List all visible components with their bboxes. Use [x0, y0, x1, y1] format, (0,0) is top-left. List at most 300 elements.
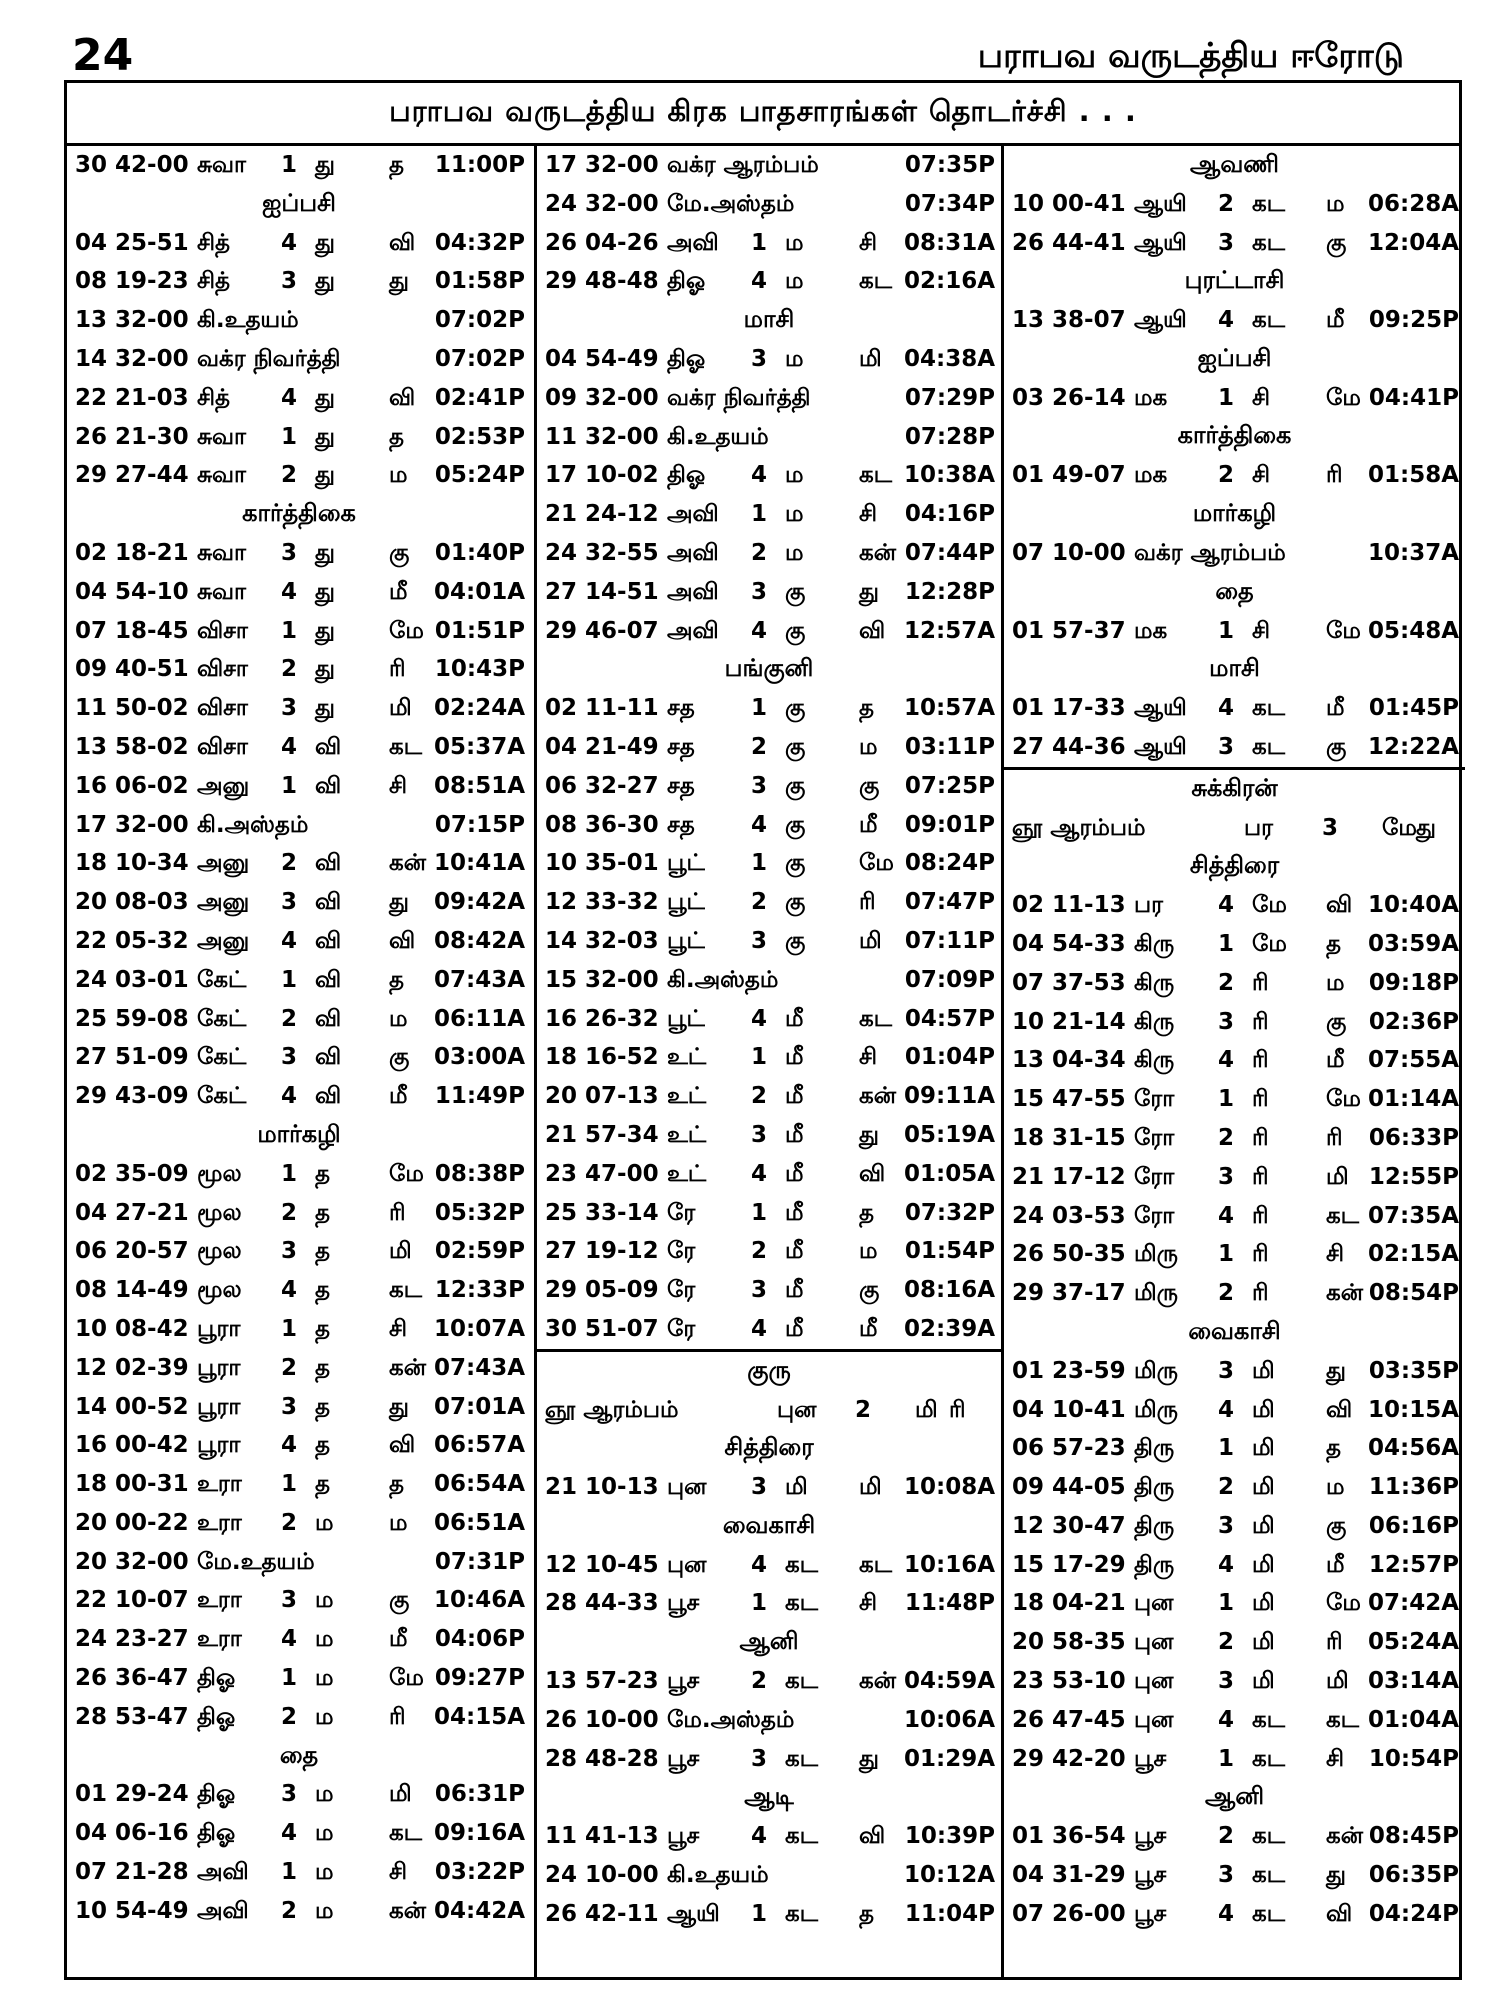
pada-cell: 1	[1218, 1590, 1235, 1617]
time-cell: 06:51A	[433, 1509, 525, 1536]
star-cell: மிரு	[1134, 1241, 1178, 1268]
date-cell: 21 17-12	[1012, 1163, 1126, 1190]
time-cell: 07:42A	[1367, 1590, 1459, 1617]
star-cell: விசா	[197, 617, 248, 644]
navamsa-cell: சி	[389, 1859, 408, 1886]
navamsa-cell: மீ	[859, 1315, 878, 1342]
table-row	[67, 1426, 531, 1465]
time-cell: 12:28P	[904, 578, 995, 605]
section-heading: சுக்கிரன்	[1191, 773, 1278, 802]
navamsa-cell: மி	[1326, 1163, 1349, 1190]
rasi-cell: ரி	[1252, 1124, 1269, 1151]
pada-cell: 2	[1218, 1823, 1235, 1850]
table-row	[537, 1546, 1001, 1585]
table-row	[67, 612, 531, 651]
star-cell: சுவா	[197, 578, 247, 605]
pada-cell: 3	[1218, 1008, 1235, 1035]
table-row	[1004, 1623, 1465, 1662]
time-cell: 01:05A	[903, 1160, 995, 1187]
table-row	[537, 146, 1001, 185]
navamsa-cell: கட	[389, 733, 423, 760]
star-cell: மக	[1134, 617, 1168, 644]
pada-cell: 3	[751, 345, 768, 372]
date-cell: 29 43-09	[75, 1083, 189, 1110]
table-row	[67, 883, 531, 922]
rasi-cell: கு	[785, 695, 806, 722]
time-cell: 05:19A	[903, 1121, 995, 1148]
rasi-cell: ம	[315, 1897, 334, 1924]
navamsa-cell: கட	[859, 268, 893, 295]
navamsa-cell: மே	[389, 1665, 424, 1692]
rasi-cell: மே	[1382, 814, 1417, 841]
date-cell: 07 37-53	[1012, 969, 1126, 996]
section-heading: வைகாசி	[722, 1510, 816, 1539]
date-cell: 28 53-47	[75, 1703, 189, 1730]
star-cell: கேட்	[197, 966, 247, 993]
navamsa-cell: ம	[859, 1238, 878, 1265]
star-cell: ரே	[667, 1315, 696, 1342]
pada-cell: 4	[1218, 1396, 1235, 1423]
navamsa-cell: ம	[1326, 1474, 1345, 1501]
star-cell: திஓ	[667, 268, 706, 295]
date-cell: 28 44-33	[545, 1590, 659, 1617]
rasi-cell: ம	[785, 501, 804, 528]
time-cell: 09:16A	[433, 1820, 525, 1847]
star-cell: பூச	[1134, 1862, 1167, 1889]
star-cell: கிரு	[1134, 969, 1175, 996]
table-row	[67, 456, 531, 495]
rasi-cell: கட	[1252, 695, 1286, 722]
time-cell: 05:24P	[434, 462, 525, 489]
pada-cell: 1	[1218, 1086, 1235, 1113]
table-row	[67, 1271, 531, 1310]
start-label: ஞூ ஆரம்பம்	[545, 1396, 679, 1423]
section-block	[67, 1116, 531, 1737]
navamsa-cell: கட	[389, 1820, 423, 1847]
date-cell: 27 51-09	[75, 1044, 189, 1071]
time-cell: 09:01P	[904, 811, 995, 838]
navamsa-cell: து	[1326, 1357, 1346, 1384]
table-row	[67, 1465, 531, 1504]
rasi-cell: மி	[1252, 1629, 1275, 1656]
table-row	[67, 1194, 531, 1233]
rasi-cell: து	[315, 384, 335, 411]
table-row	[1004, 1740, 1465, 1779]
table-row	[537, 1817, 1001, 1856]
date-cell: 01 57-37	[1012, 617, 1126, 644]
section-block	[67, 1737, 531, 1931]
time-cell: 02:59P	[434, 1238, 525, 1265]
navamsa-cell: த	[1326, 930, 1341, 957]
time-cell: 02:36P	[1368, 1008, 1459, 1035]
time-cell: 10:43P	[434, 656, 525, 683]
table-row	[1004, 1429, 1465, 1468]
table-row	[1004, 224, 1465, 263]
pada-cell: 2	[1218, 190, 1235, 217]
date-cell: 09 32-00	[545, 384, 659, 411]
time-cell: 10:46A	[433, 1587, 525, 1614]
date-cell: 18 16-52	[545, 1044, 659, 1071]
navamsa-cell: கன்	[389, 1897, 427, 1924]
pada-cell: 1	[751, 850, 768, 877]
navamsa-cell: கட	[1326, 1706, 1360, 1733]
section-block	[537, 1349, 1001, 1430]
table-row	[537, 1077, 1001, 1116]
pada-cell: 1	[1218, 1745, 1235, 1772]
banner-title: பராபவ வருடத்திய கிரக பாதசாரங்கள் தொடர்ச்சி . . .	[67, 83, 1459, 146]
table-row	[1004, 1507, 1465, 1546]
navamsa-cell: கு	[389, 539, 410, 566]
time-cell: 03:14A	[1367, 1668, 1459, 1695]
date-cell: 13 38-07	[1012, 307, 1126, 334]
table-row	[537, 1194, 1001, 1233]
navamsa-cell: மி	[389, 1238, 412, 1265]
date-cell: 24 03-53	[1012, 1202, 1126, 1229]
star-cell: திரு	[1134, 1474, 1175, 1501]
time-cell: 07:25P	[904, 772, 995, 799]
navamsa-cell: மீ	[1326, 1047, 1345, 1074]
time-cell: 11:04P	[904, 1900, 995, 1927]
rasi-cell: மி	[1252, 1435, 1275, 1462]
pada-cell: 3	[751, 1277, 768, 1304]
rasi-cell: மி	[1252, 1357, 1275, 1384]
time-cell: 01:14A	[1367, 1086, 1459, 1113]
navamsa-cell: த	[389, 966, 404, 993]
date-cell: 17 32-00	[545, 152, 659, 178]
rasi-cell: மீ	[785, 1121, 804, 1148]
date-cell: 15 32-00	[545, 966, 659, 993]
navamsa-cell: மீ	[1326, 695, 1345, 722]
navamsa-cell: ம	[1326, 190, 1345, 217]
section-heading: தை	[1215, 576, 1254, 605]
rasi-cell: கட	[1252, 307, 1286, 334]
pada-cell: 3	[751, 1121, 768, 1148]
pada-cell: 4	[1218, 307, 1235, 334]
table-row	[537, 922, 1001, 961]
time-cell: 10:16A	[903, 1551, 995, 1578]
rasi-cell: கட	[1252, 1823, 1286, 1850]
date-cell: 26 44-41	[1012, 229, 1126, 256]
pada-cell: 3	[751, 772, 768, 799]
table-row	[537, 340, 1001, 379]
rasi-cell: மீ	[785, 1315, 804, 1342]
table-row	[537, 806, 1001, 845]
time-cell: 07:09P	[904, 966, 995, 993]
navamsa-cell: சி	[859, 1044, 878, 1071]
star-cell: ஆயி	[1134, 229, 1187, 256]
star-cell: சித்	[197, 229, 230, 256]
navamsa-cell: ரி	[1326, 1124, 1343, 1151]
navamsa-cell: கட	[389, 1277, 423, 1304]
navamsa-cell: ம	[1326, 969, 1345, 996]
table-row	[67, 922, 531, 961]
table-row	[1004, 612, 1465, 651]
rasi-cell: கட	[785, 1590, 819, 1617]
pada-cell: 1	[281, 1665, 298, 1692]
table-row	[67, 1581, 531, 1620]
navamsa-cell: து	[1416, 814, 1436, 841]
navamsa-cell: மி	[389, 1781, 412, 1808]
rasi-cell: கட	[785, 1823, 819, 1850]
section-heading: ஆடி	[744, 1782, 794, 1811]
time-cell: 02:15A	[1367, 1241, 1459, 1268]
star-cell: கிரு	[1134, 930, 1175, 957]
event-cell: வக்ர ஆரம்பம்	[667, 152, 819, 178]
table-row	[1004, 379, 1465, 418]
time-cell: 10:41A	[433, 850, 525, 877]
rasi-cell: வி	[315, 850, 342, 877]
date-cell: 24 10-00	[545, 1862, 659, 1889]
pada-cell: 3	[1322, 814, 1339, 841]
date-cell: 29 27-44	[75, 462, 189, 489]
time-cell: 06:28A	[1367, 190, 1459, 217]
rasi-cell: த	[315, 1199, 330, 1226]
time-cell: 05:24A	[1367, 1629, 1459, 1656]
pada-cell: 1	[281, 1859, 298, 1886]
time-cell: 07:35P	[904, 152, 995, 178]
time-cell: 04:38A	[903, 345, 995, 372]
rasi-cell: கட	[785, 1668, 819, 1695]
star-cell: ரே	[667, 1277, 696, 1304]
table-row	[537, 418, 1001, 457]
rasi-cell: கட	[1252, 229, 1286, 256]
date-cell: 21 57-34	[545, 1121, 659, 1148]
navamsa-cell: மி	[1326, 1668, 1349, 1695]
navamsa-cell: ரி	[1326, 462, 1343, 489]
rasi-cell: து	[315, 462, 335, 489]
date-cell: 04 21-49	[545, 733, 659, 760]
table-row	[67, 146, 531, 185]
table-row	[1004, 1197, 1465, 1236]
navamsa-cell: வி	[389, 229, 416, 256]
rasi-cell: கட	[1252, 733, 1286, 760]
navamsa-cell: சி	[389, 772, 408, 799]
rasi-cell: ம	[315, 1781, 334, 1808]
date-cell: 18 00-31	[75, 1471, 189, 1498]
table-row	[67, 1620, 531, 1659]
navamsa-cell: கட	[859, 462, 893, 489]
date-cell: 01 23-59	[1012, 1357, 1126, 1384]
rasi-cell: த	[315, 1471, 330, 1498]
rasi-cell: மி	[915, 1396, 938, 1423]
time-cell: 12:57A	[903, 617, 995, 644]
navamsa-cell: கு	[1326, 1512, 1347, 1539]
navamsa-cell: வி	[1326, 892, 1353, 919]
pada-cell: 1	[1218, 384, 1235, 411]
date-cell: 22 21-03	[75, 384, 189, 411]
date-cell: 25 33-14	[545, 1199, 659, 1226]
date-cell: 20 07-13	[545, 1083, 659, 1110]
time-cell: 01:45P	[1368, 695, 1459, 722]
date-cell: 06 57-23	[1012, 1435, 1126, 1462]
time-cell: 06:11A	[433, 1005, 525, 1032]
rasi-cell: வி	[315, 1044, 342, 1071]
navamsa-cell: மி	[859, 927, 882, 954]
pada-cell: 3	[751, 1745, 768, 1772]
table-row	[1004, 1274, 1465, 1313]
date-cell: 15 17-29	[1012, 1551, 1126, 1578]
table-row	[67, 728, 531, 767]
table-row	[67, 1504, 531, 1543]
table-row	[67, 418, 531, 457]
section-block	[1004, 1313, 1465, 1779]
star-cell: ரே	[667, 1199, 696, 1226]
pada-cell: 3	[281, 695, 298, 722]
star-cell: பூரா	[197, 1393, 241, 1420]
pada-cell: 4	[281, 578, 298, 605]
star-cell: திஓ	[197, 1820, 236, 1847]
time-cell: 10:40A	[1367, 892, 1459, 919]
date-cell: 29 46-07	[545, 617, 659, 644]
time-cell: 04:06P	[434, 1626, 525, 1653]
time-cell: 01:58P	[434, 268, 525, 295]
section-block	[537, 1429, 1001, 1507]
star-cell: பர	[1134, 892, 1163, 919]
date-cell: 13 57-23	[545, 1668, 659, 1695]
event-cell: கி.அஸ்தம்	[667, 966, 779, 993]
start-label: ஞூ ஆரம்பம்	[1012, 814, 1146, 841]
date-cell: 20 58-35	[1012, 1629, 1126, 1656]
pada-cell: 4	[281, 1626, 298, 1653]
rasi-cell: து	[315, 268, 335, 295]
pada-cell: 4	[1218, 1202, 1235, 1229]
star-cell: புன	[1134, 1590, 1174, 1617]
time-cell: 04:41P	[1368, 384, 1459, 411]
pada-cell: 3	[751, 927, 768, 954]
time-cell: 04:24P	[1368, 1900, 1459, 1927]
star-cell: உரா	[197, 1471, 242, 1498]
time-cell: 02:16A	[903, 268, 995, 295]
table-row	[67, 1853, 531, 1892]
navamsa-cell: சி	[859, 501, 878, 528]
time-cell: 11:36P	[1368, 1474, 1459, 1501]
section-heading: தை	[279, 1740, 319, 1769]
table-row	[537, 1662, 1001, 1701]
star-cell: ஆயி	[667, 1900, 720, 1927]
section-heading: மார்கழி	[257, 1119, 341, 1148]
navamsa-cell: கட	[859, 1005, 893, 1032]
star-cell: திரு	[1134, 1512, 1175, 1539]
date-cell: 10 21-14	[1012, 1008, 1126, 1035]
event-cell: மே.அஸ்தம்	[667, 1706, 795, 1733]
section-block	[1004, 767, 1465, 848]
section-heading: மாசி	[743, 305, 795, 334]
table-row	[67, 1310, 531, 1349]
section-block	[537, 301, 1001, 650]
navamsa-cell: மீ	[1326, 1551, 1345, 1578]
date-cell: 26 42-11	[545, 1900, 659, 1927]
star-cell: சத	[667, 811, 695, 838]
pada-cell: 1	[281, 772, 298, 799]
time-cell: 08:24P	[904, 850, 995, 877]
date-cell: 30 42-00	[75, 152, 189, 178]
navamsa-cell: வி	[389, 384, 416, 411]
time-cell: 12:04A	[1367, 229, 1459, 256]
pada-cell: 2	[281, 1005, 298, 1032]
table-row	[67, 1775, 531, 1814]
pada-cell: 3	[1218, 1668, 1235, 1695]
rasi-cell: மி	[1252, 1512, 1275, 1539]
navamsa-cell: கு	[1326, 733, 1347, 760]
navamsa-cell: சி	[1326, 1745, 1345, 1772]
star-cell: பூச	[667, 1823, 700, 1850]
time-cell: 09:18P	[1368, 969, 1459, 996]
navamsa-cell: து	[1326, 1862, 1346, 1889]
navamsa-cell: கன்	[1326, 1823, 1364, 1850]
navamsa-cell: வி	[389, 1432, 416, 1459]
pada-cell: 1	[281, 966, 298, 993]
section-heading: கார்த்திகை	[1177, 421, 1292, 450]
table-row	[1004, 185, 1465, 224]
star-cell: பூச	[667, 1590, 700, 1617]
time-cell: 08:51A	[433, 772, 525, 799]
pada-cell: 4	[281, 1277, 298, 1304]
time-cell: 03:35P	[1368, 1357, 1459, 1384]
navamsa-cell: மி	[859, 1474, 882, 1501]
section-block	[537, 650, 1001, 1348]
table-row	[67, 1388, 531, 1427]
time-cell: 02:39A	[903, 1315, 995, 1342]
column-1	[67, 146, 531, 1977]
rasi-cell: த	[315, 1277, 330, 1304]
table-row	[1004, 1080, 1465, 1119]
table-frame	[64, 80, 1462, 1980]
rasi-cell: மே	[1252, 892, 1287, 919]
rasi-cell: மீ	[785, 1044, 804, 1071]
rasi-cell: மி	[1252, 1474, 1275, 1501]
table-row	[67, 340, 531, 379]
time-cell: 09:27P	[434, 1665, 525, 1692]
date-cell: 24 32-55	[545, 539, 659, 566]
rasi-cell: ம	[315, 1626, 334, 1653]
navamsa-cell: சி	[1326, 1241, 1345, 1268]
rasi-cell: த	[315, 1354, 330, 1381]
table-row	[1004, 1391, 1465, 1430]
star-cell: அவி	[667, 501, 719, 528]
table-row	[67, 1000, 531, 1039]
table-row	[537, 1116, 1001, 1155]
table-row	[67, 573, 531, 612]
section-block	[1004, 146, 1465, 262]
star-cell: உட்	[667, 1083, 707, 1110]
time-cell: 08:54P	[1368, 1280, 1459, 1307]
pada-cell: 4	[1218, 892, 1235, 919]
table-row	[1004, 1041, 1465, 1080]
navamsa-cell: து	[859, 578, 879, 605]
rasi-cell: மி	[1252, 1396, 1275, 1423]
date-cell: 01 17-33	[1012, 695, 1126, 722]
date-cell: 10 54-49	[75, 1897, 189, 1924]
rasi-cell: கட	[1252, 1862, 1286, 1889]
rasi-cell: கட	[1252, 1706, 1286, 1733]
table-row	[67, 844, 531, 883]
time-cell: 12:55P	[1368, 1163, 1459, 1190]
date-cell: 20 08-03	[75, 889, 189, 916]
running-title: பராபவ வருடத்திய ஈரோடு	[977, 36, 1404, 76]
time-cell: 08:16A	[903, 1277, 995, 1304]
date-cell: 18 04-21	[1012, 1590, 1126, 1617]
rasi-cell: கு	[785, 850, 806, 877]
table-row	[67, 379, 531, 418]
date-cell: 29 48-48	[545, 268, 659, 295]
rasi-cell: வி	[315, 733, 342, 760]
date-cell: 07 18-45	[75, 617, 189, 644]
time-cell: 09:42A	[433, 889, 525, 916]
table-row	[67, 1232, 531, 1271]
star-cell: பூரா	[197, 1432, 241, 1459]
date-cell: 12 30-47	[1012, 1512, 1126, 1539]
pada-cell: 4	[281, 384, 298, 411]
